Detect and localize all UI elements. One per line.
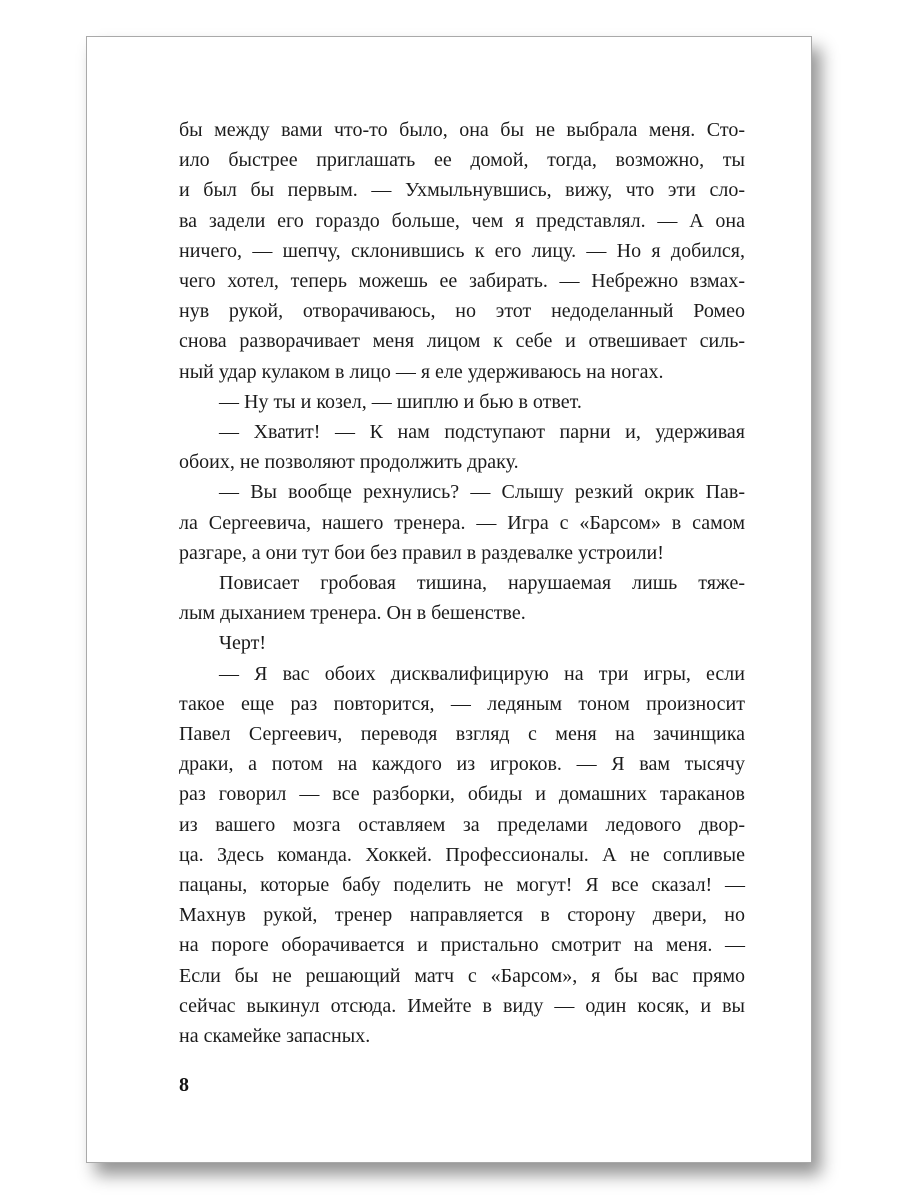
book-page — [86, 36, 812, 1163]
text-line: чего хотел, теперь можешь ее забирать. — Небрежно взмах- — [179, 270, 745, 293]
text-line: Если бы не решающий матч с «Барсом», я бы вас прямо — [179, 964, 745, 987]
text-line: нув рукой, отворачиваюсь, но этот недоделанный Ромео — [179, 300, 745, 323]
text-line: из вашего мозга оставляем за пределами ледового двор- — [179, 813, 745, 836]
text-line: ва задели его гораздо больше, чем я представлял. — А она — [179, 209, 745, 232]
text-line: Махнув рукой, тренер направляется в сторону двери, но — [179, 904, 745, 927]
text-block — [179, 115, 745, 1051]
text-line: — Я вас обоих дисквалифицирую на три игры, если — [219, 662, 745, 685]
text-line: драки, а потом на каждого из игроков. — Я вам тысячу — [179, 753, 745, 776]
text-line: — Вы вообще рехнулись? — Слышу резкий окрик Пав- — [219, 481, 745, 504]
page-number: 8 — [179, 1074, 189, 1096]
text-line: ничего, — шепчу, склонившись к его лицу. — Но я добился, — [179, 239, 745, 262]
text-line: на пороге оборачивается и пристально смотрит на меня. — — [179, 934, 745, 957]
text-line: ный удар кулаком в лицо — я еле удерживаюсь на ногах. — [179, 360, 664, 383]
text-line: на скамейке запасных. — [179, 1025, 371, 1048]
text-line: ца. Здесь команда. Хоккей. Профессионалы. А не сопливые — [179, 843, 745, 866]
text-line: и был бы первым. — Ухмыльнувшись, вижу, что эти сло- — [179, 179, 745, 202]
text-line: ла Сергеевича, нашего тренера. — Игра с «Барсом» в самом — [179, 511, 745, 534]
text-line: разгаре, а они тут бои без правил в раздевалке устроили! — [179, 541, 664, 564]
text-line: Повисает гробовая тишина, нарушаемая лишь тяже- — [219, 572, 745, 595]
text-line: — Ну ты и козел, — шиплю и бью в ответ. — [219, 390, 582, 413]
text-line: такое еще раз повторится, — ледяным тоном произносит — [179, 692, 745, 715]
text-line: — Хватит! — К нам подступают парни и, удерживая — [219, 421, 745, 444]
text-line: бы между вами что-то было, она бы не выбрала меня. Сто- — [179, 119, 745, 141]
text-line: раз говорил — все разборки, обиды и домашних тараканов — [179, 783, 745, 806]
text-line: Черт! — [219, 632, 267, 655]
text-line: обоих, не позволяют продолжить драку. — [179, 451, 519, 474]
text-line: сейчас выкинул отсюда. Имейте в виду — один косяк, и вы — [179, 994, 745, 1017]
text-line: Павел Сергеевич, переводя взгляд с меня на зачинщика — [179, 723, 745, 746]
text-line: лым дыханием тренера. Он в бешенстве. — [179, 602, 526, 625]
text-line: снова разворачивает меня лицом к себе и отвешивает силь- — [179, 330, 745, 353]
text-line: ило быстрее приглашать ее домой, тогда, возможно, ты — [179, 149, 745, 172]
text-line: пацаны, которые бабу поделить не могут! Я все сказал! — — [179, 874, 745, 897]
